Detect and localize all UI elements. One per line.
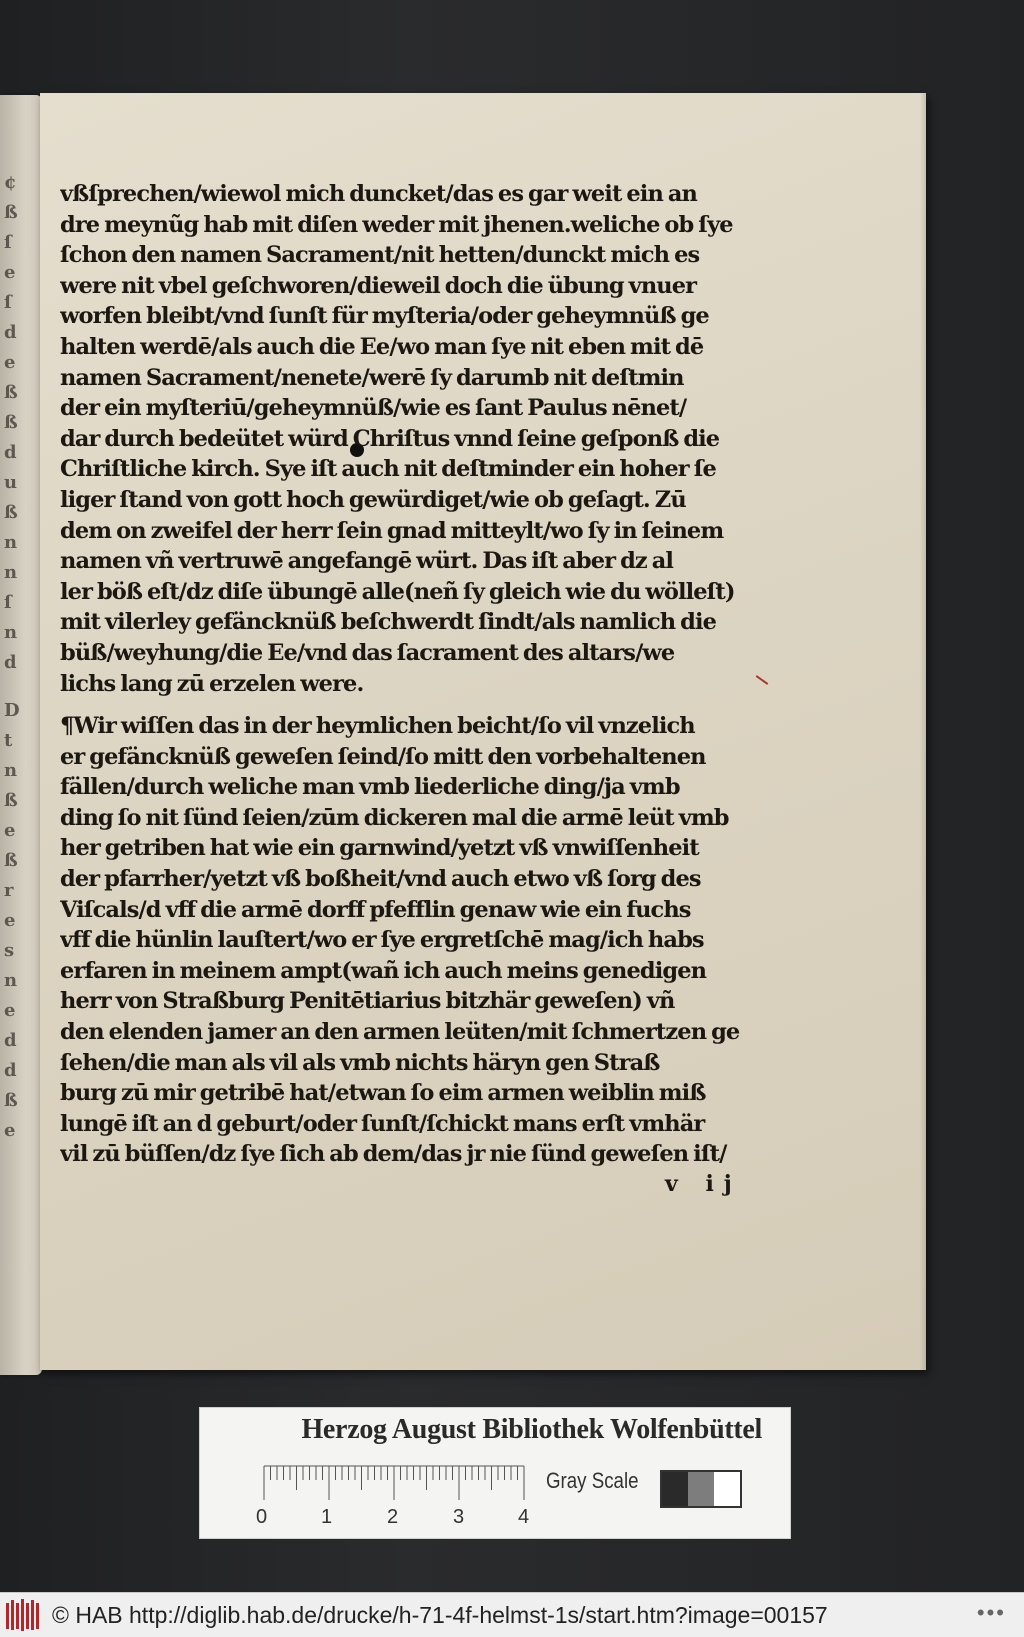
ruler-number: 4 (518, 1506, 530, 1528)
text-line: worfen bleibt/vnd ſunſt für myſteria/oder geheymnüß ge (60, 303, 709, 330)
text-line: fällen/durch weliche man vmb liederliche ding/ja vmb (60, 774, 680, 801)
signature-mark: v ij (665, 1171, 742, 1197)
text-line: herr von Straßburg Penitētiarius bitzhär geweſen) vñ (60, 988, 675, 1015)
swatch-dark (662, 1472, 688, 1506)
color-scale-card (199, 1407, 791, 1539)
text-line: mit vilerley gefäncknüß beſchwerdt ſindt/als namlich die (60, 609, 717, 636)
text-line: dem on zweifel der herr ſein gnad mitteylt/wo ſy in ſeinem (60, 517, 724, 544)
text-line: lichs lang zū erzelen were. (60, 670, 364, 697)
text-line: namen vñ vertruwē angefangē würt. Das iſt aber dz al (60, 548, 674, 575)
text-line: vßſprechen/wiewol mich duncket/das es gar weit ein an (60, 181, 697, 207)
gray-scale-label: Gray Scale (546, 1468, 639, 1493)
text-line: erfaren in meinem ampt(wañ ich auch meins genedigen (60, 957, 707, 984)
more-options-icon[interactable]: ••• (976, 1600, 1006, 1625)
ruler-number: 2 (387, 1506, 399, 1528)
ruler-scale (262, 1464, 532, 1504)
text-line: ¶Wir wiſſen das in der heymlichen beicht/ſo vil vnzelich (60, 713, 695, 740)
text-line: ſchon den namen Sacrament/nit hetten/dunckt mich es (60, 242, 700, 269)
text-line: der pfarrher/yetzt vß boßheit/vnd auch etwo vß ſorg des (60, 866, 701, 893)
text-line: lungē iſt an d geburt/oder ſunſt/ſchickt mans erſt vmhär (60, 1110, 705, 1137)
gray-swatches (660, 1470, 742, 1508)
text-line: dre meynũg hab mit diſen weder mit jhenen.weliche ob ſye (60, 211, 733, 238)
swatch-mid (688, 1472, 714, 1506)
text-line: burg zū mir getribē hat/etwan ſo eim armen weiblin miß (60, 1080, 706, 1107)
text-line: büß/weyhung/die Ee/vnd das ſacrament des altars/we (60, 639, 675, 666)
text-line: den elenden jamer an den armen leüten/mit ſchmertzen ge (60, 1019, 740, 1046)
swatch-light (714, 1472, 740, 1506)
ruler-number: 3 (453, 1506, 465, 1528)
text-line: were nit vbel geſchworen/dieweil doch die übung vnuer (60, 272, 697, 299)
source-url[interactable]: © HAB http://diglib.hab.de/drucke/h-71-4f-helmst-1s/start.htm?image=00157 (52, 1602, 828, 1628)
text-line: vil zū büſſen/dz ſye ſich ab dem/das jr nie ſünd geweſen iſt/ (60, 1141, 727, 1168)
text-line: vff die hünlin lauſtert/wo er ſye ergretſchē mag/ich habs (60, 927, 704, 954)
text-line: namen Sacrament/nenete/werē ſy darumb nit deſtmin (60, 364, 684, 391)
book-page (40, 93, 926, 1370)
text-line: Viſcals/d vff die armē dorff pfefflin genaw wie ein fuchs (60, 896, 691, 923)
text-line: ſehen/die man als vil als vmb nichts häryn gen Straß (60, 1049, 660, 1076)
text-line: Chriſtliche kirch. Sye iſt auch nit deſtminder ein hoher ſe (60, 456, 716, 483)
text-line: liger ſtand von gott hoch gewürdiget/wie ob geſagt. Zū (60, 486, 686, 513)
hab-logo-icon (4, 1597, 44, 1633)
ruler-number: 1 (321, 1506, 333, 1528)
text-line: ler böß eſt/dz diſe übungē alle(neñ ſy gleich wie du wölleſt) (60, 578, 735, 605)
page-text (60, 179, 805, 1170)
text-line: er gefäncknüß geweſen ſeind/ſo mitt den vorbehaltenen (60, 743, 706, 770)
text-line: halten werdē/als auch die Ee/wo man ſye nit eben mit dē (60, 333, 704, 360)
library-title: Herzog August Bibliothek Wolfenbüttel (301, 1414, 762, 1445)
text-line: der ein myſteriū/geheymnüß/wie es ſant Paulus nēnet/ (60, 395, 687, 422)
status-bar (0, 1592, 1024, 1637)
text-line: her getriben hat wie ein garnwind/yetzt vß vnwiſſenheit (60, 835, 699, 862)
paragraph-2 (60, 711, 805, 1170)
text-line: ding ſo nit ſünd ſeien/zūm dickeren mal die armē leüt vmb (60, 804, 729, 831)
text-line: dar durch bedeütet würd Chriſtus vnnd ſeine geſponß die (60, 425, 720, 452)
paragraph-1 (60, 179, 805, 699)
adjacent-page-edge: ¢ ß ſ e ſ d e ß ß d u ß n n ſ n d D t n ß e ß r e s n e d d ß e (0, 95, 42, 1375)
ruler-number: 0 (256, 1506, 268, 1528)
